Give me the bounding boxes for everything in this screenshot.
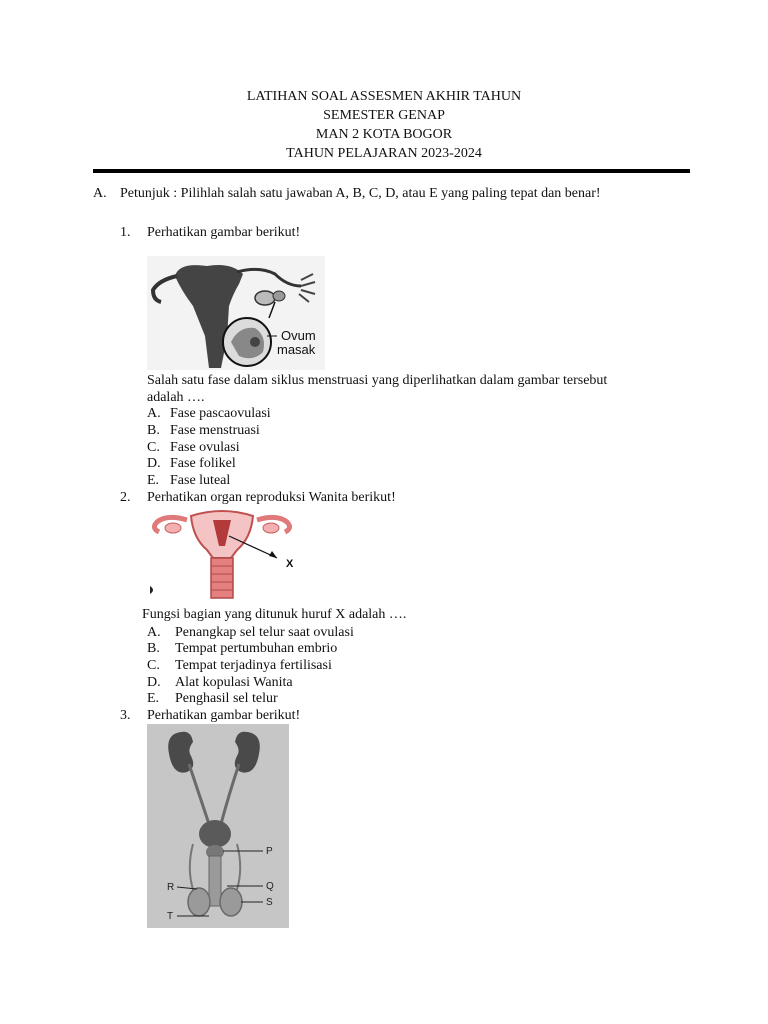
q1-option-c-text: Fase ovulasi	[170, 440, 240, 455]
q2-option-a-letter: A.	[147, 625, 161, 640]
q2-option-e-letter: E.	[147, 691, 160, 706]
male-urinary-reproductive-diagram	[147, 724, 289, 928]
document-header	[0, 87, 768, 163]
question-3-figure	[147, 724, 289, 928]
q1-option-e-letter: E.	[147, 473, 160, 488]
q1-option-a-letter: A.	[147, 406, 161, 421]
question-3-number: 3.	[120, 708, 131, 723]
figure-label-ovum: Ovum	[281, 328, 316, 343]
q2-option-d-letter: D.	[147, 675, 161, 690]
figure-label-p: P	[266, 846, 273, 857]
header-year: TAHUN PELAJARAN 2023-2024	[286, 146, 482, 161]
header-divider	[93, 169, 690, 173]
header-title: LATIHAN SOAL ASSESMEN AKHIR TAHUN	[246, 89, 522, 104]
figure-label-s: S	[266, 897, 273, 908]
female-reproductive-diagram	[147, 506, 297, 600]
figure-label-r: R	[167, 882, 175, 893]
section-letter: A.	[93, 186, 107, 201]
q1-option-d-letter: D.	[147, 456, 161, 471]
figure-label-t: T	[167, 911, 174, 922]
question-2-figure	[147, 506, 297, 600]
q2-option-e-text: Penghasil sel telur	[175, 691, 278, 706]
q1-option-e-text: Fase luteal	[170, 473, 231, 488]
question-1-stem-line1: Salah satu fase dalam siklus menstruasi yang diperlihatkan dalam gambar tersebut	[147, 373, 608, 388]
question-3-prompt: Perhatikan gambar berikut!	[147, 708, 301, 723]
uterus-ovum-diagram	[147, 256, 325, 370]
q1-option-c-letter: C.	[147, 440, 160, 455]
question-2-number: 2.	[120, 490, 131, 505]
question-1-prompt: Perhatikan gambar berikut!	[147, 225, 301, 240]
question-1-stem-line2: adalah ….	[147, 390, 205, 405]
q1-option-b-letter: B.	[147, 423, 160, 438]
question-2-prompt: Perhatikan organ reproduksi Wanita berikut!	[147, 490, 396, 505]
question-2-stem: Fungsi bagian yang ditunuk huruf X adalah ….	[142, 607, 407, 622]
figure-label-x: X	[286, 558, 294, 570]
q2-option-b-letter: B.	[147, 641, 160, 656]
q2-option-c-text: Tempat terjadinya fertilisasi	[175, 658, 332, 673]
q1-option-d-text: Fase folikel	[170, 456, 236, 471]
header-semester: SEMESTER GENAP	[323, 108, 445, 123]
figure-label-q: Q	[266, 881, 274, 892]
q2-option-a-text: Penangkap sel telur saat ovulasi	[175, 625, 354, 640]
section-instruction: Petunjuk : Pilihlah salah satu jawaban A, B, C, D, atau E yang paling tepat dan benar!	[120, 186, 601, 201]
q1-option-a-text: Fase pascaovulasi	[170, 406, 271, 421]
q2-option-d-text: Alat kopulasi Wanita	[175, 675, 293, 690]
q1-option-b-text: Fase menstruasi	[170, 423, 260, 438]
question-1-number: 1.	[120, 225, 131, 240]
q2-option-c-letter: C.	[147, 658, 160, 673]
question-1-figure	[147, 256, 325, 370]
q2-option-b-text: Tempat pertumbuhan embrio	[175, 641, 338, 656]
header-school: MAN 2 KOTA BOGOR	[315, 127, 453, 142]
figure-label-masak: masak	[277, 342, 316, 357]
